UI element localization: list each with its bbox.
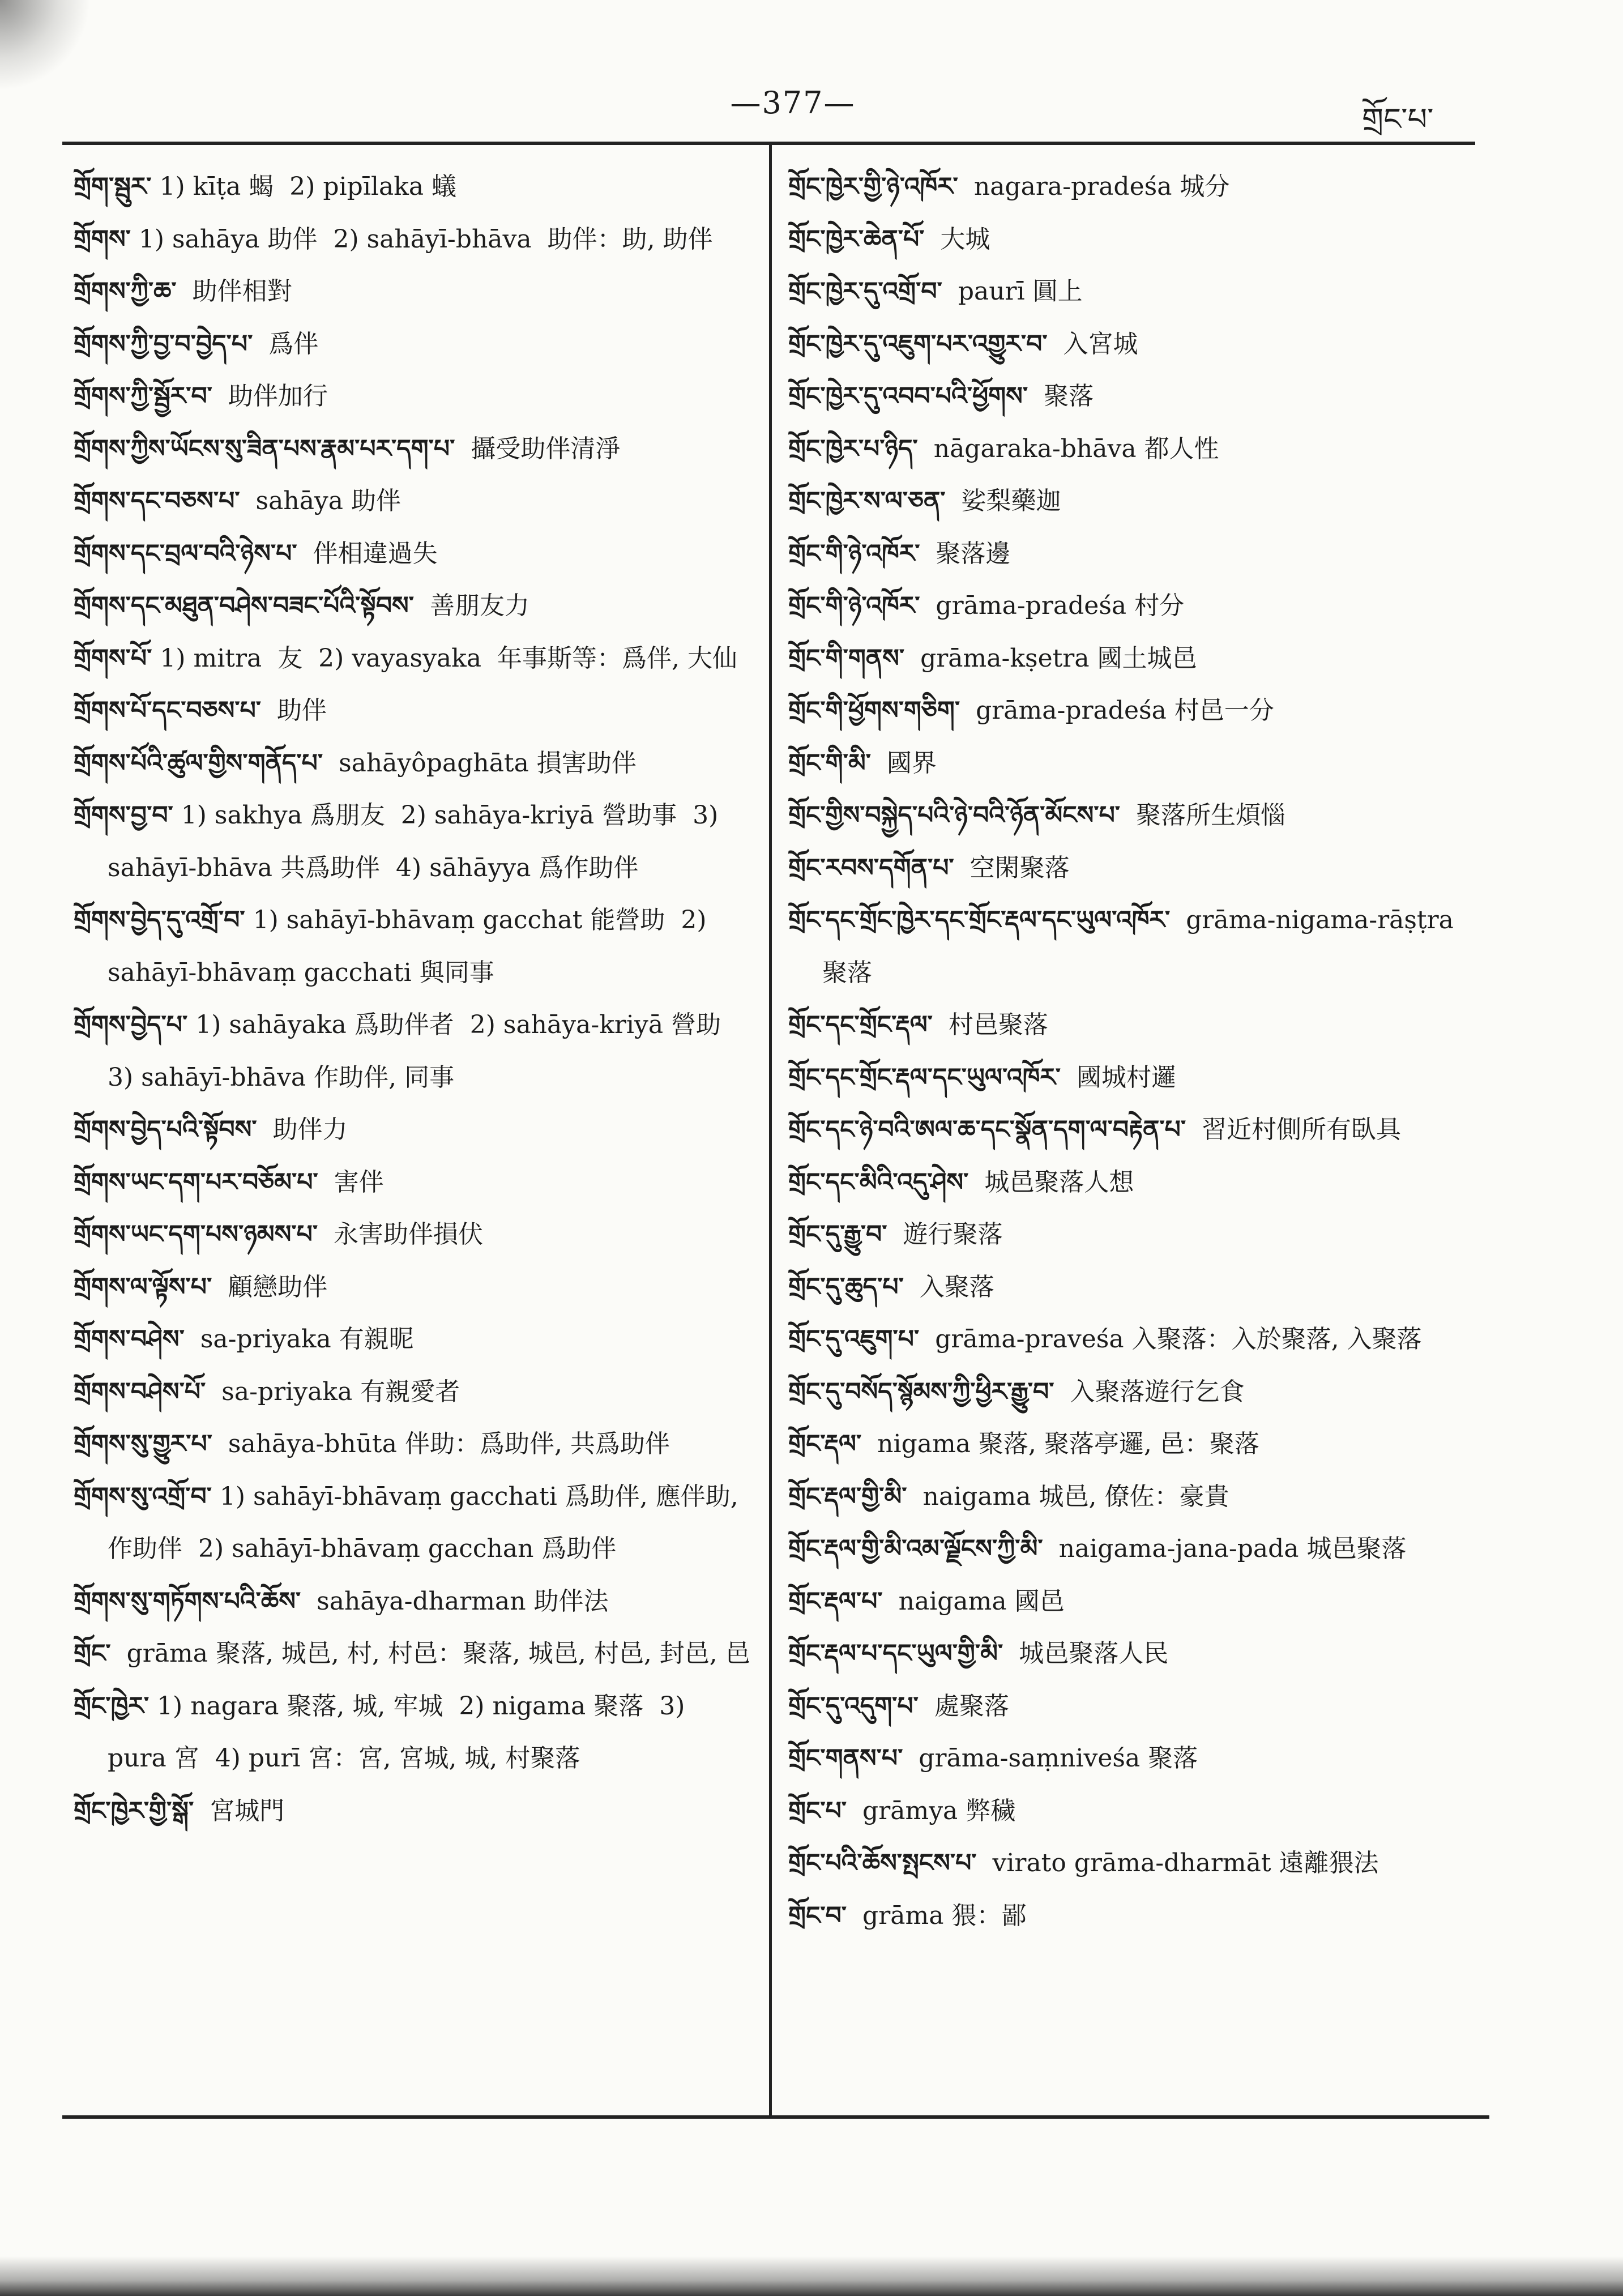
entry-translation: 1) nagara 聚落, 城, 牢城 2) nigama 聚落 3) pura 宮 4) purī 宮：宮, 宮城, 城, 村聚落 xyxy=(108,1691,693,1773)
dictionary-entry xyxy=(74,161,750,214)
entry-translation: grāmya 弊穢 xyxy=(847,1796,1016,1825)
dictionary-entry xyxy=(788,1732,1468,1785)
entry-translation: grāma-pradeśa 村邑一分 xyxy=(960,696,1274,725)
scan-shadow-bottom xyxy=(0,2256,1623,2296)
dictionary-entry xyxy=(74,370,750,423)
dictionary-entry xyxy=(74,1366,750,1419)
dictionary-entry xyxy=(788,370,1468,423)
entry-translation: 助伴相對 xyxy=(176,277,292,306)
dictionary-entry xyxy=(74,1628,750,1680)
dictionary-entry xyxy=(74,580,750,633)
dictionary-entry xyxy=(74,214,750,266)
entry-headword: གྲོང་ཁྱེར་གྱི་ཉེ་འཁོར་ xyxy=(788,172,958,201)
entry-translation: 1) mitra 友 2) vayasyaka 年事斯等：爲伴, 大仙 xyxy=(152,643,737,673)
left-column xyxy=(74,161,750,1837)
entry-headword: གྲོང་དང་གྲོང་རྡལ་དང་ཡུལ་འཁོར་ xyxy=(788,1062,1061,1092)
entry-headword: གྲོང་ཁྱེར་དུ་འཇུག་པར་འགྱུར་བ་ xyxy=(788,329,1048,359)
entry-translation: 村邑聚落 xyxy=(932,1010,1048,1039)
entry-translation: 攝受助伴清淨 xyxy=(455,434,621,463)
entry-translation: naigama 城邑, 僚佐：豪貴 xyxy=(907,1482,1229,1511)
dictionary-entry xyxy=(788,1471,1468,1523)
entry-headword: གྲོང་དང་གྲོང་ཁྱེར་དང་གྲོང་རྡལ་དང་ཡུལ་འཁོར་ xyxy=(788,906,1171,934)
dictionary-entry xyxy=(788,999,1468,1052)
dictionary-entry xyxy=(74,1209,750,1261)
entry-headword: གྲོགས་པོ་དང་བཅས་པ་ xyxy=(74,696,262,725)
entry-headword: གྲོགས་པོའི་ཚུལ་གྱིས་གནོད་པ་ xyxy=(74,748,323,778)
entry-headword: གྲོགས་ཀྱི་ཆ་ xyxy=(74,277,177,306)
entry-translation: 1) sahāyī-bhāvaṃ gacchati 爲助伴, 應伴助, 作助伴 2) sahāyī-bhāvaṃ gacchan 爲助伴 xyxy=(108,1482,746,1563)
entry-translation: grāma-kṣetra 國土城邑 xyxy=(904,643,1197,673)
dictionary-entry xyxy=(788,1156,1468,1209)
entry-headword: གྲོགས་སུ་གཏོགས་པའི་ཆོས་ xyxy=(74,1586,301,1616)
entry-translation: 伴相違過失 xyxy=(297,539,438,568)
entry-translation: grāma-pradeśa 村分 xyxy=(920,591,1185,620)
dictionary-entry xyxy=(788,1052,1468,1104)
entry-headword: གྲོང་གི་ཕྱོགས་གཅིག་ xyxy=(788,696,960,725)
entry-headword: གྲོང་དང་གྲོང་རྡལ་ xyxy=(788,1010,933,1039)
entry-headword: གྲོགས་བྱེད་པ་ xyxy=(74,1010,188,1039)
entry-headword: གྲོང་ཁྱེར་ཆེན་པོ་ xyxy=(788,224,925,254)
dictionary-entry xyxy=(788,1418,1468,1471)
entry-translation: 入宮城 xyxy=(1047,329,1138,359)
entry-translation: sahāya-dharman 助伴法 xyxy=(301,1586,609,1616)
page-number: —377— xyxy=(730,85,856,121)
entry-translation: 助伴 xyxy=(261,696,327,725)
dictionary-entry xyxy=(74,528,750,581)
entry-translation: 習近村側所有臥具 xyxy=(1186,1115,1402,1144)
entry-headword: གྲོང་ཁྱེར་ xyxy=(74,1691,150,1721)
entry-translation: 空閑聚落 xyxy=(954,853,1070,882)
dictionary-entry xyxy=(74,1104,750,1156)
dictionary-entry xyxy=(74,685,750,737)
dictionary-entry xyxy=(788,475,1468,528)
entry-translation: 1) sakhya 爲朋友 2) sahāya-kriyā 營助事 3) sahāyī-bhāva 共爲助伴 4) sāhāyya 爲作助伴 xyxy=(108,801,727,882)
dictionary-entry xyxy=(788,1628,1468,1680)
entry-headword: གྲོགས་ཀྱིས་ཡོངས་སུ་ཟིན་པས་རྣམ་པར་དག་པ་ xyxy=(74,434,455,463)
entry-headword: གྲོགས་སུ་འགྲོ་བ་ xyxy=(74,1482,212,1511)
dictionary-entry xyxy=(74,1576,750,1628)
entry-translation: nigama 聚落, 聚落亭邏, 邑：聚落 xyxy=(861,1429,1259,1458)
dictionary-entry xyxy=(788,1576,1468,1628)
entry-headword: གྲོང་རྡལ་པ་དང་ཡུལ་གྱི་མི་ xyxy=(788,1639,1003,1668)
entry-headword: གྲོགས་ལ་ལྟོས་པ་ xyxy=(74,1272,212,1301)
entry-translation: grāma-saṃniveśa 聚落 xyxy=(903,1744,1198,1773)
entry-headword: གྲོང་རྡལ་ xyxy=(788,1429,862,1458)
entry-headword: གྲོང་ཁྱེར་ས་ལ་ཅན་ xyxy=(788,486,946,515)
dictionary-entry xyxy=(788,1785,1468,1838)
entry-translation: grāma 猥：鄙 xyxy=(847,1901,1027,1930)
entry-headword: གྲོགས་ xyxy=(74,224,131,254)
entry-headword: གྲོང་ཁྱེར་པ་ཉིད་ xyxy=(788,434,918,463)
entry-translation: sa-priyaka 有親愛者 xyxy=(206,1377,460,1406)
dictionary-entry xyxy=(74,266,750,318)
dictionary-entry xyxy=(788,214,1468,266)
entry-headword: གྲོང་རབས་དགོན་པ་ xyxy=(788,853,954,882)
entry-translation: grāma-praveśa 入聚落：入於聚落, 入聚落 xyxy=(919,1325,1422,1354)
entry-translation: 助伴加行 xyxy=(212,382,328,411)
entry-translation: 國界 xyxy=(870,748,937,778)
dictionary-entry xyxy=(74,1471,750,1576)
entry-headword: གྲོང་དང་ཉེ་བའི་ཨལ་ཆ་དང་སྣོན་དག་ལ་བརྟེན་པ་ xyxy=(788,1115,1186,1144)
entry-headword: གྲོང་གྱིས་བསྐྱེད་པའི་ཉེ་བའི་ཉོན་མོངས་པ་ xyxy=(788,801,1121,830)
entry-headword: གྲོང་པ་ xyxy=(788,1796,847,1825)
entry-translation: naigama-jana-pada 城邑聚落 xyxy=(1043,1534,1407,1563)
entry-translation: 宮城門 xyxy=(194,1796,285,1825)
entry-headword: གྲོང་གི་གནས་ xyxy=(788,643,905,673)
entry-translation: 處聚落 xyxy=(918,1691,1009,1721)
entry-headword: གྲོང་དང་མིའི་འདུ་ཤེས་ xyxy=(788,1167,969,1197)
entry-translation: 1) sahāya 助伴 2) sahāyī-bhāva 助伴：助, 助伴 xyxy=(130,224,713,254)
entry-headword: གྲོང་ཁྱེར་གྱི་སྒོ་ xyxy=(74,1796,194,1825)
entry-translation: 娑梨藥迦 xyxy=(945,486,1061,515)
entry-translation: 助伴力 xyxy=(257,1115,348,1144)
dictionary-entry xyxy=(788,423,1468,476)
dictionary-entry xyxy=(74,1313,750,1366)
entry-translation: 聚落 xyxy=(1028,382,1094,411)
dictionary-entry xyxy=(74,1156,750,1209)
entry-headword: གྲོང་ཁྱེར་དུ་འགྲོ་བ་ xyxy=(788,277,942,306)
entry-headword: གྲོགས་བཤེས་པོ་ xyxy=(74,1377,206,1406)
entry-translation: 顧戀助伴 xyxy=(212,1272,328,1301)
dictionary-entry xyxy=(788,685,1468,737)
dictionary-entry xyxy=(788,318,1468,371)
entry-translation: 1) sahāyaka 爲助伴者 2) sahāya-kriyā 營助 3) sahāyī-bhāva 作助伴, 同事 xyxy=(108,1010,737,1092)
entry-translation: 遊行聚落 xyxy=(887,1220,1003,1249)
entry-headword: གྲོགས་བྱེད་པའི་སྟོབས་ xyxy=(74,1115,257,1144)
right-column xyxy=(788,161,1468,1942)
entry-headword: གྲོགས་སུ་གྱུར་པ་ xyxy=(74,1429,212,1458)
entry-translation: 善朋友力 xyxy=(414,591,529,620)
dictionary-entry xyxy=(74,737,750,790)
dictionary-entry xyxy=(788,1837,1468,1890)
dictionary-entry xyxy=(788,633,1468,685)
entry-translation: 1) kīṭa 蝎 2) pipīlaka 蟻 xyxy=(151,172,457,201)
entry-headword: གྲོགས་དང་བྲལ་བའི་ཉེས་པ་ xyxy=(74,539,297,568)
entry-translation: 害伴 xyxy=(318,1167,384,1197)
entry-headword: གྲོག་སྦུར་ xyxy=(74,172,152,201)
dictionary-entry xyxy=(788,1313,1468,1366)
entry-headword: གྲོང་དུ་བསོད་སྙོམས་ཀྱི་ཕྱིར་རྒྱུ་བ་ xyxy=(788,1377,1054,1406)
entry-headword: གྲོང་དུ་འཇུག་པ་ xyxy=(788,1325,920,1354)
dictionary-entry xyxy=(788,894,1468,999)
entry-translation: nāgaraka-bhāva 都人性 xyxy=(917,434,1219,463)
dictionary-entry xyxy=(788,1261,1468,1314)
entry-headword: གྲོང་པའི་ཆོས་སྤངས་པ་ xyxy=(788,1849,977,1877)
scan-shadow-corner xyxy=(0,0,91,91)
entry-headword: གྲོགས་ཡང་དག་པས་ཉམས་པ་ xyxy=(74,1220,318,1249)
dictionary-entry xyxy=(74,633,750,685)
entry-translation: nagara-pradeśa 城分 xyxy=(958,172,1230,201)
running-head: གྲོང་པ་ xyxy=(1362,101,1434,137)
dictionary-entry xyxy=(788,1209,1468,1261)
entry-translation: 入聚落 xyxy=(903,1272,994,1301)
entry-translation: sahāyôpaghāta 損害助伴 xyxy=(323,748,637,778)
dictionary-entry xyxy=(788,1523,1468,1576)
column-divider xyxy=(769,143,772,2117)
dictionary-entry xyxy=(788,1890,1468,1943)
dictionary-entry xyxy=(788,1104,1468,1156)
entry-headword: གྲོགས་བྱ་བ་ xyxy=(74,801,173,830)
dictionary-entry xyxy=(788,1366,1468,1419)
entry-translation: 爲伴 xyxy=(253,329,319,359)
entry-headword: གྲོགས་པོ་ xyxy=(74,643,152,673)
dictionary-entry xyxy=(74,1261,750,1314)
entry-translation: sa-priyaka 有親昵 xyxy=(184,1325,414,1354)
entry-translation: 聚落所生煩惱 xyxy=(1120,801,1286,830)
entry-headword: གྲོགས་བྱེད་དུ་འགྲོ་བ་ xyxy=(74,906,245,934)
entry-translation: grāma 聚落, 城邑, 村, 村邑：聚落, 城邑, 村邑, 封邑, 邑 xyxy=(110,1639,750,1668)
entry-translation: 永害助伴損伏 xyxy=(318,1220,484,1249)
dictionary-entry xyxy=(788,1680,1468,1733)
dictionary-entry xyxy=(788,842,1468,895)
bottom-rule xyxy=(62,2115,1489,2119)
entry-translation: paurī 圓上 xyxy=(942,277,1083,306)
dictionary-entry xyxy=(74,894,750,999)
entry-headword: གྲོང་ xyxy=(74,1639,111,1668)
dictionary-entry xyxy=(788,737,1468,790)
dictionary-entry xyxy=(788,580,1468,633)
dictionary-entry xyxy=(74,475,750,528)
entry-headword: གྲོགས་ཀྱི་བྱ་བ་བྱེད་པ་ xyxy=(74,329,253,359)
dictionary-entry xyxy=(788,528,1468,581)
entry-headword: གྲོང་དུ་འདུག་པ་ xyxy=(788,1691,919,1721)
entry-headword: གྲོགས་བཤེས་ xyxy=(74,1325,185,1354)
entry-headword: གྲོགས་ཀྱི་སྦྱོར་བ་ xyxy=(74,382,212,411)
entry-headword: གྲོང་བ་ xyxy=(788,1901,847,1930)
entry-translation: sahāya-bhūta 伴助：爲助伴, 共爲助伴 xyxy=(212,1429,670,1458)
entry-headword: གྲོང་གི་མི་ xyxy=(788,748,871,778)
dictionary-entry xyxy=(74,1418,750,1471)
entry-translation: sahāya 助伴 xyxy=(240,486,402,515)
entry-headword: གྲོགས་དང་མཐུན་བཤེས་བཟང་པོའི་སྟོབས་ xyxy=(74,591,414,620)
entry-translation: 城邑聚落人民 xyxy=(1003,1639,1169,1668)
entry-translation: 入聚落遊行乞食 xyxy=(1054,1377,1245,1406)
dictionary-entry xyxy=(74,1680,750,1785)
entry-headword: གྲོང་རྡལ་གྱི་མི་ xyxy=(788,1482,907,1511)
dictionary-entry xyxy=(74,423,750,476)
entry-headword: གྲོང་གི་ཉེ་འཁོར་ xyxy=(788,539,920,568)
dictionary-entry xyxy=(74,318,750,371)
dictionary-entry xyxy=(788,266,1468,318)
dictionary-entry xyxy=(788,789,1468,842)
entry-translation: grāma-nigama-rāṣṭra 聚落 xyxy=(822,906,1462,987)
entry-headword: གྲོང་གནས་པ་ xyxy=(788,1744,903,1773)
entry-headword: གྲོགས་ཡང་དག་པར་བཅོམ་པ་ xyxy=(74,1167,318,1197)
entry-headword: གྲོང་རྡལ་གྱི་མི་འམ་ལྗོངས་ཀྱི་མི་ xyxy=(788,1534,1043,1563)
entry-translation: virato grāma-dharmāt 遠離猥法 xyxy=(976,1849,1379,1877)
entry-translation: 大城 xyxy=(924,224,990,254)
dictionary-entry xyxy=(74,789,750,894)
dictionary-entry xyxy=(74,1785,750,1838)
entry-headword: གྲོང་རྡལ་པ་ xyxy=(788,1586,883,1616)
dictionary-entry xyxy=(74,999,750,1104)
entry-headword: གྲོང་དུ་རྒྱུ་བ་ xyxy=(788,1220,887,1249)
entry-translation: 國城村邏 xyxy=(1061,1062,1177,1092)
dictionary-entry xyxy=(788,161,1468,214)
entry-translation: naigama 國邑 xyxy=(882,1586,1065,1616)
entry-translation: 聚落邊 xyxy=(920,539,1011,568)
entry-headword: གྲོང་དུ་ཆུད་པ་ xyxy=(788,1272,904,1301)
entry-translation: 1) sahāyī-bhāvaṃ gacchat 能營助 2) sahāyī-bhāvaṃ gacchati 與同事 xyxy=(108,906,715,987)
entry-headword: གྲོགས་དང་བཅས་པ་ xyxy=(74,486,240,515)
entry-headword: གྲོང་ཁྱེར་དུ་འབབ་པའི་ཕྱོགས་ xyxy=(788,382,1028,411)
entry-headword: གྲོང་གི་ཉེ་འཁོར་ xyxy=(788,591,920,620)
entry-translation: 城邑聚落人想 xyxy=(968,1167,1134,1197)
